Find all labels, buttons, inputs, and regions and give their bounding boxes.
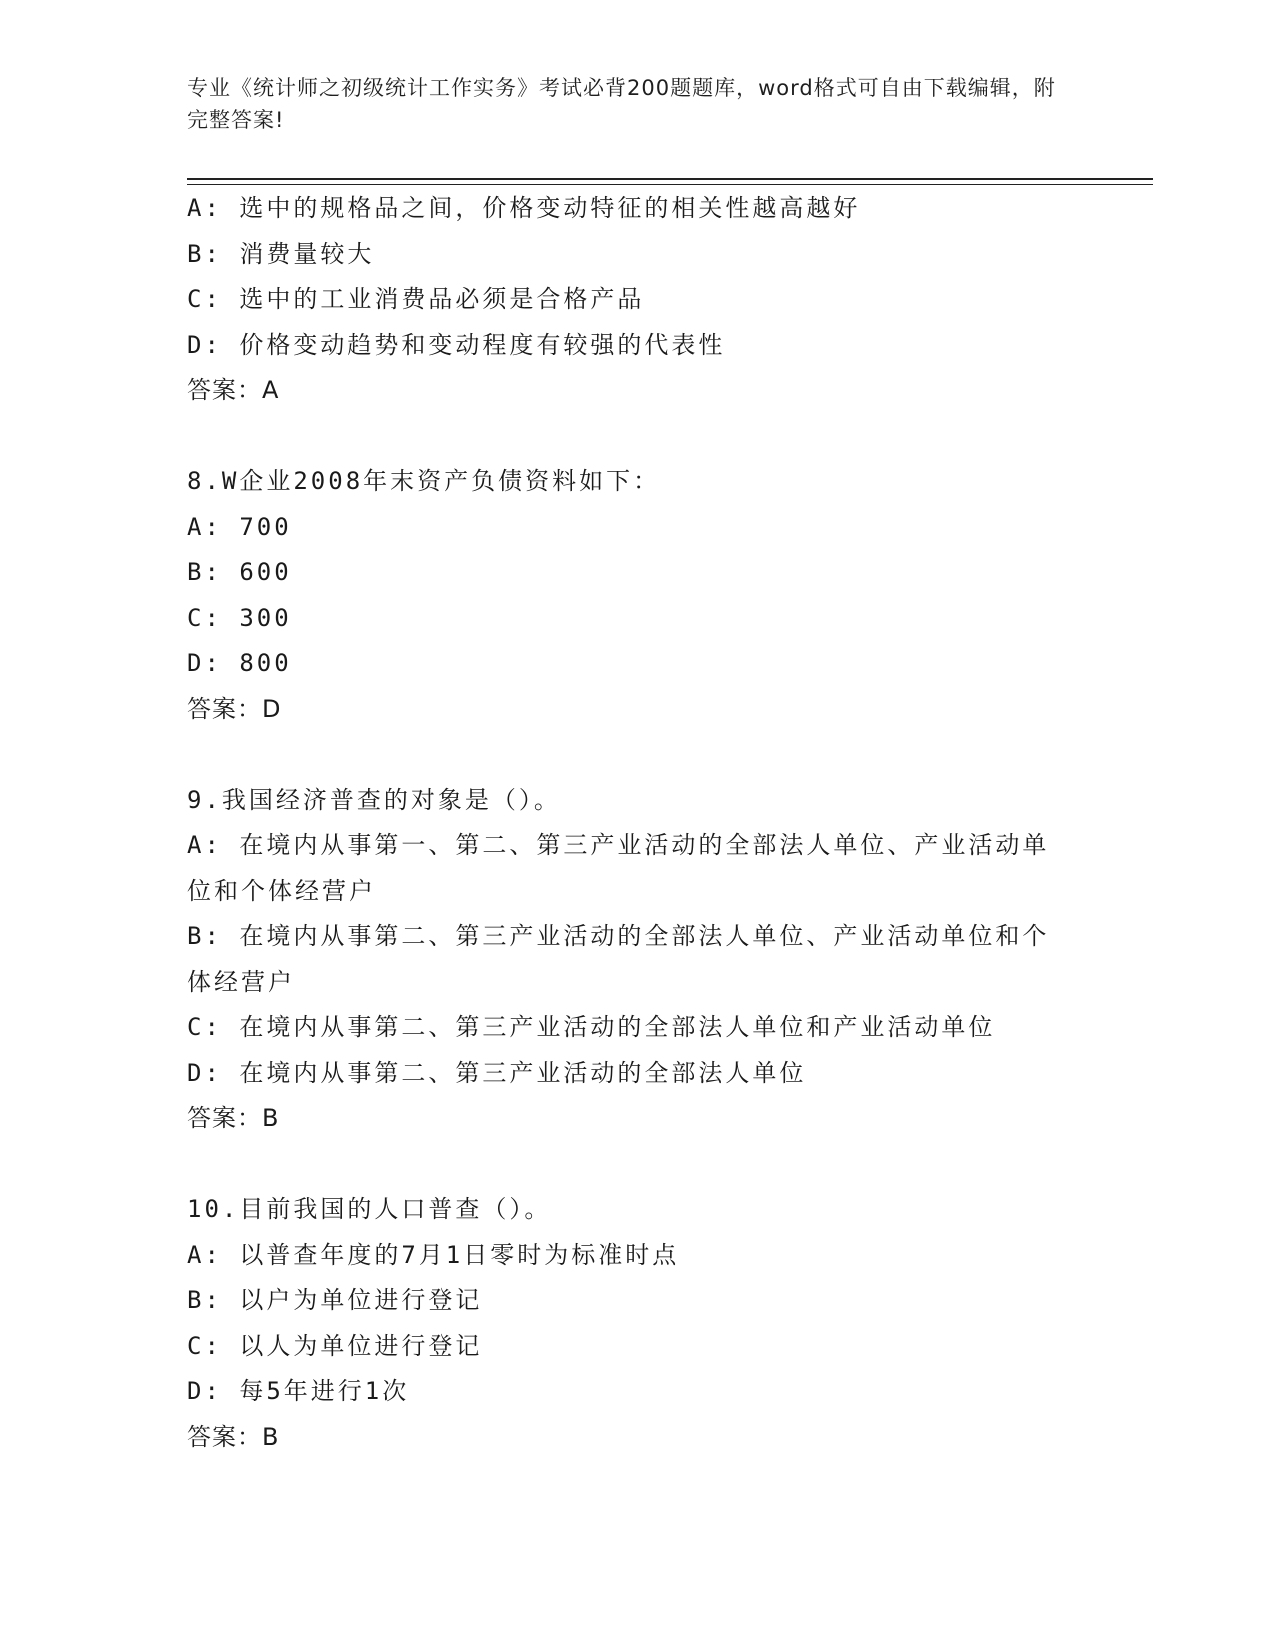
header-rule-thin	[187, 184, 1153, 185]
question-8	[187, 459, 1087, 732]
question-7-option-b: B: 消费量较大	[187, 239, 375, 268]
question-9-option-b: B: 在境内从事第二、第三产业活动的全部法人单位、产业活动单位和个体经营户	[187, 922, 1050, 996]
question-8-option-d: D: 800	[187, 649, 292, 677]
spacer	[187, 1142, 1087, 1188]
question-10-stem: 10.目前我国的人口普查（）。	[187, 1195, 552, 1223]
question-7-option-a: A: 选中的规格品之间，价格变动特征的相关性越高越好	[187, 194, 861, 222]
question-7	[187, 186, 1087, 414]
question-7-option-c: C: 选中的工业消费品必须是合格产品	[187, 285, 645, 313]
question-9-option-a: A: 在境内从事第一、第二、第三产业活动的全部法人单位、产业活动单位和个体经营户	[187, 831, 1050, 905]
question-8-answer: 答案：D	[187, 694, 282, 723]
spacer	[187, 414, 1087, 460]
question-9-option-d: D: 在境内从事第二、第三产业活动的全部法人单位	[187, 1058, 807, 1087]
question-9-option-c: C: 在境内从事第二、第三产业活动的全部法人单位和产业活动单位	[187, 1013, 996, 1041]
question-7-option-d: D: 价格变动趋势和变动程度有较强的代表性	[187, 330, 726, 359]
question-9	[187, 778, 1087, 1142]
header-rule-thick	[187, 178, 1153, 180]
question-10-answer: 答案：B	[187, 1422, 280, 1451]
question-10	[187, 1187, 1087, 1460]
question-10-option-a: A: 以普查年度的7月1日零时为标准时点	[187, 1240, 680, 1269]
document-header: 专业《统计师之初级统计工作实务》考试必背200题题库，word格式可自由下载编辑，附完整答案!	[187, 76, 1056, 132]
question-10-option-c: C: 以人为单位进行登记	[187, 1331, 483, 1360]
question-10-option-b: B: 以户为单位进行登记	[187, 1286, 483, 1314]
question-9-answer: 答案：B	[187, 1104, 280, 1132]
question-8-option-c: C: 300	[187, 603, 292, 632]
question-9-stem: 9.我国经济普查的对象是（）。	[187, 785, 561, 814]
question-8-option-a: A: 700	[187, 512, 292, 541]
question-10-option-d: D: 每5年进行1次	[187, 1377, 410, 1405]
spacer	[187, 732, 1087, 778]
question-7-answer: 答案：A	[187, 376, 280, 404]
question-8-option-b: B: 600	[187, 558, 292, 586]
question-8-stem: 8.W企业2008年末资产负债资料如下：	[187, 467, 661, 495]
question-list	[187, 186, 1087, 1460]
